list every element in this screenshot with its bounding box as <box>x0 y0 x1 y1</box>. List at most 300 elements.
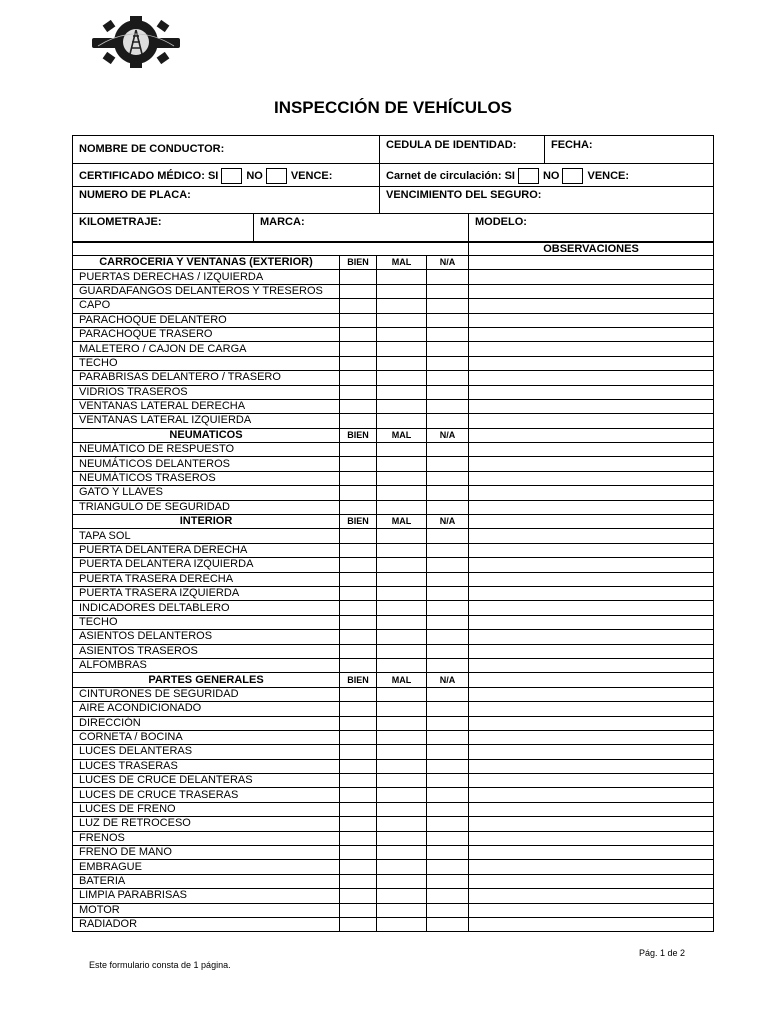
mal-cell[interactable] <box>377 558 427 572</box>
mal-cell[interactable] <box>377 486 427 500</box>
section-title: NEUMATICOS <box>73 428 340 442</box>
item-label: LUCES TRASERAS <box>73 759 340 773</box>
observations-cell[interactable] <box>469 500 714 514</box>
medical-cert-expiry-label: VENCE: <box>290 169 333 182</box>
observations-cell[interactable] <box>469 716 714 730</box>
bien-cell[interactable] <box>340 644 377 658</box>
item-label: LUCES DELANTERAS <box>73 745 340 759</box>
page-number: Pág. 1 de 2 <box>639 948 686 958</box>
item-label: DIRECCIÓN <box>73 716 340 730</box>
bien-cell[interactable] <box>340 745 377 759</box>
insurance-expiry-label: VENCIMIENTO DEL SEGURO: <box>386 189 542 201</box>
item-label: VIDRIOS TRASEROS <box>73 385 340 399</box>
observations-cell[interactable] <box>469 774 714 788</box>
inspection-table <box>72 255 714 932</box>
date-label: FECHA: <box>551 139 593 151</box>
column-na-header: N/A <box>427 428 469 442</box>
bien-cell[interactable] <box>340 889 377 903</box>
mal-cell[interactable] <box>377 831 427 845</box>
header-row-1 <box>73 136 713 164</box>
item-label: TECHO <box>73 615 340 629</box>
na-cell[interactable] <box>427 817 469 831</box>
circulation-card-label: Carnet de circulación: SI <box>386 169 515 182</box>
na-cell[interactable] <box>427 846 469 860</box>
item-label: PARACHOQUE TRASERO <box>73 327 340 341</box>
brand-field[interactable] <box>253 214 468 242</box>
item-label: ASIENTOS TRASEROS <box>73 644 340 658</box>
circulation-no-label: NO <box>542 169 560 182</box>
mal-cell[interactable] <box>377 716 427 730</box>
observations-cell[interactable] <box>469 702 714 716</box>
mal-cell[interactable] <box>377 342 427 356</box>
mal-cell[interactable] <box>377 860 427 874</box>
column-bien-header: BIEN <box>340 673 377 687</box>
na-cell[interactable] <box>427 558 469 572</box>
observations-cell[interactable] <box>469 443 714 457</box>
bien-cell[interactable] <box>340 313 377 327</box>
circulation-card-field <box>379 164 713 186</box>
mal-cell[interactable] <box>377 443 427 457</box>
na-cell[interactable] <box>427 486 469 500</box>
bien-cell[interactable] <box>340 356 377 370</box>
na-cell[interactable] <box>427 471 469 485</box>
mal-cell[interactable] <box>377 745 427 759</box>
item-label: TRIANGULO DE SEGURIDAD <box>73 500 340 514</box>
table-row <box>73 471 714 485</box>
table-row <box>73 774 714 788</box>
na-cell[interactable] <box>427 644 469 658</box>
header-row-3 <box>73 187 713 214</box>
observations-cell[interactable] <box>469 457 714 471</box>
observations-cell[interactable] <box>469 327 714 341</box>
mal-cell[interactable] <box>377 658 427 672</box>
table-row <box>73 860 714 874</box>
observations-cell[interactable] <box>469 572 714 586</box>
na-cell[interactable] <box>427 313 469 327</box>
table-row <box>73 327 714 341</box>
mal-cell[interactable] <box>377 371 427 385</box>
table-row <box>73 644 714 658</box>
mal-cell[interactable] <box>377 414 427 428</box>
table-row <box>73 414 714 428</box>
observations-cell[interactable] <box>469 601 714 615</box>
na-cell[interactable] <box>427 702 469 716</box>
mal-cell[interactable] <box>377 299 427 313</box>
bien-cell[interactable] <box>340 630 377 644</box>
na-cell[interactable] <box>427 299 469 313</box>
na-cell[interactable] <box>427 788 469 802</box>
bien-cell[interactable] <box>340 788 377 802</box>
observations-cell[interactable] <box>469 471 714 485</box>
mal-cell[interactable] <box>377 457 427 471</box>
table-row <box>73 802 714 816</box>
bien-cell[interactable] <box>340 846 377 860</box>
section-header-row <box>73 428 714 442</box>
bien-cell[interactable] <box>340 601 377 615</box>
na-cell[interactable] <box>427 399 469 413</box>
na-cell[interactable] <box>427 457 469 471</box>
mal-cell[interactable] <box>377 874 427 888</box>
observations-cell[interactable] <box>469 284 714 298</box>
na-cell[interactable] <box>427 572 469 586</box>
na-cell[interactable] <box>427 889 469 903</box>
observations-cell[interactable] <box>469 730 714 744</box>
table-row <box>73 399 714 413</box>
driver-name-label: NOMBRE DE CONDUCTOR: <box>79 143 225 155</box>
plate-field[interactable] <box>73 187 379 213</box>
na-cell[interactable] <box>427 342 469 356</box>
observations-cell[interactable] <box>469 860 714 874</box>
observations-cell[interactable] <box>469 529 714 543</box>
observations-cell[interactable] <box>469 586 714 600</box>
bien-cell[interactable] <box>340 730 377 744</box>
table-row <box>73 572 714 586</box>
item-label: EMBRAGUE <box>73 860 340 874</box>
mal-cell[interactable] <box>377 500 427 514</box>
column-bien-header: BIEN <box>340 256 377 270</box>
na-cell[interactable] <box>427 716 469 730</box>
table-row <box>73 299 714 313</box>
item-label: PARACHOQUE DELANTERO <box>73 313 340 327</box>
observations-cell[interactable] <box>469 356 714 370</box>
medical-cert-label: CERTIFICADO MÉDICO: SI <box>79 169 219 182</box>
item-label: NEUMÁTICOS DELANTEROS <box>73 457 340 471</box>
column-mal-header: MAL <box>377 515 427 529</box>
item-label: GUARDAFANGOS DELANTEROS Y TRESEROS <box>73 284 340 298</box>
bien-cell[interactable] <box>340 270 377 284</box>
mal-cell[interactable] <box>377 270 427 284</box>
observations-cell[interactable] <box>469 558 714 572</box>
item-label: CINTURONES DE SEGURIDAD <box>73 687 340 701</box>
observations-cell[interactable] <box>469 515 714 529</box>
mileage-field[interactable] <box>73 214 253 242</box>
table-row <box>73 443 714 457</box>
bien-cell[interactable] <box>340 486 377 500</box>
table-row <box>73 702 714 716</box>
bien-cell[interactable] <box>340 831 377 845</box>
medical-cert-yes-checkbox[interactable] <box>221 168 242 184</box>
column-na-header: N/A <box>427 673 469 687</box>
observations-cell[interactable] <box>469 371 714 385</box>
column-bien-header: BIEN <box>340 515 377 529</box>
observations-cell[interactable] <box>469 644 714 658</box>
circulation-yes-checkbox[interactable] <box>518 168 539 184</box>
bien-cell[interactable] <box>340 586 377 600</box>
item-label: ASIENTOS DELANTEROS <box>73 630 340 644</box>
section-title: CARROCERIA Y VENTANAS (EXTERIOR) <box>73 256 340 270</box>
table-row <box>73 874 714 888</box>
item-label: PARABRISAS DELANTERO / TRASERO <box>73 371 340 385</box>
observations-cell[interactable] <box>469 399 714 413</box>
section-header-row <box>73 673 714 687</box>
document-title: INSPECCIÓN DE VEHÍCULOS <box>273 98 513 117</box>
na-cell[interactable] <box>427 615 469 629</box>
column-bien-header: BIEN <box>340 428 377 442</box>
table-row <box>73 745 714 759</box>
table-row <box>73 371 714 385</box>
mal-cell[interactable] <box>377 889 427 903</box>
medical-cert-no-checkbox[interactable] <box>266 168 287 184</box>
form-note: Este formulario consta de 1 página. <box>89 960 231 970</box>
mal-cell[interactable] <box>377 399 427 413</box>
na-cell[interactable] <box>427 802 469 816</box>
mal-cell[interactable] <box>377 759 427 773</box>
table-row <box>73 658 714 672</box>
bien-cell[interactable] <box>340 342 377 356</box>
table-row <box>73 558 714 572</box>
item-label: PUERTA DELANTERA DERECHA <box>73 543 340 557</box>
circulation-no-checkbox[interactable] <box>562 168 583 184</box>
table-row <box>73 601 714 615</box>
mal-cell[interactable] <box>377 846 427 860</box>
na-cell[interactable] <box>427 327 469 341</box>
section-header-row <box>73 256 714 270</box>
bien-cell[interactable] <box>340 529 377 543</box>
table-row <box>73 730 714 744</box>
mal-cell[interactable] <box>377 586 427 600</box>
item-label: TAPA SOL <box>73 529 340 543</box>
bien-cell[interactable] <box>340 558 377 572</box>
model-field[interactable] <box>468 214 713 242</box>
observations-cell[interactable] <box>469 788 714 802</box>
observations-cell[interactable] <box>469 385 714 399</box>
na-cell[interactable] <box>427 730 469 744</box>
bien-cell[interactable] <box>340 687 377 701</box>
item-label: AIRE ACONDICIONADO <box>73 702 340 716</box>
model-label: MODELO: <box>475 216 527 228</box>
bien-cell[interactable] <box>340 443 377 457</box>
na-cell[interactable] <box>427 529 469 543</box>
na-cell[interactable] <box>427 759 469 773</box>
column-mal-header: MAL <box>377 428 427 442</box>
na-cell[interactable] <box>427 630 469 644</box>
medical-cert-field <box>73 164 379 186</box>
mal-cell[interactable] <box>377 572 427 586</box>
header-form <box>72 135 714 243</box>
header-row-2 <box>73 164 713 187</box>
table-row <box>73 903 714 917</box>
observations-cell[interactable] <box>469 270 714 284</box>
table-row <box>73 817 714 831</box>
mal-cell[interactable] <box>377 788 427 802</box>
observations-cell[interactable] <box>469 428 714 442</box>
na-cell[interactable] <box>427 500 469 514</box>
item-label: VENTANAS LATERAL DERECHA <box>73 399 340 413</box>
mal-cell[interactable] <box>377 385 427 399</box>
item-label: LIMPIA PARABRISAS <box>73 889 340 903</box>
bien-cell[interactable] <box>340 414 377 428</box>
item-label: PUERTA TRASERA IZQUIERDA <box>73 586 340 600</box>
item-label: TECHO <box>73 356 340 370</box>
mal-cell[interactable] <box>377 644 427 658</box>
bien-cell[interactable] <box>340 471 377 485</box>
observations-cell[interactable] <box>469 889 714 903</box>
mal-cell[interactable] <box>377 687 427 701</box>
bien-cell[interactable] <box>340 774 377 788</box>
item-label: GATO Y LLAVES <box>73 486 340 500</box>
na-cell[interactable] <box>427 356 469 370</box>
observations-cell[interactable] <box>469 759 714 773</box>
bien-cell[interactable] <box>340 817 377 831</box>
na-cell[interactable] <box>427 831 469 845</box>
table-row <box>73 457 714 471</box>
bien-cell[interactable] <box>340 299 377 313</box>
mal-cell[interactable] <box>377 284 427 298</box>
item-label: PUERTA TRASERA DERECHA <box>73 572 340 586</box>
mal-cell[interactable] <box>377 730 427 744</box>
observations-cell[interactable] <box>469 299 714 313</box>
na-cell[interactable] <box>427 774 469 788</box>
na-cell[interactable] <box>427 860 469 874</box>
observations-cell[interactable] <box>469 673 714 687</box>
item-label: LUCES DE CRUCE TRASERAS <box>73 788 340 802</box>
bien-cell[interactable] <box>340 860 377 874</box>
bien-cell[interactable] <box>340 802 377 816</box>
observations-cell[interactable] <box>469 802 714 816</box>
observations-cell[interactable] <box>469 342 714 356</box>
na-cell[interactable] <box>427 874 469 888</box>
mal-cell[interactable] <box>377 802 427 816</box>
observations-cell[interactable] <box>469 917 714 931</box>
na-cell[interactable] <box>427 601 469 615</box>
item-label: PUERTA DELANTERA IZQUIERDA <box>73 558 340 572</box>
id-card-label: CEDULA DE IDENTIDAD: <box>386 139 517 151</box>
bien-cell[interactable] <box>340 327 377 341</box>
mal-cell[interactable] <box>377 529 427 543</box>
observations-cell[interactable] <box>469 486 714 500</box>
bien-cell[interactable] <box>340 457 377 471</box>
na-cell[interactable] <box>427 543 469 557</box>
table-row <box>73 356 714 370</box>
insurance-expiry-field[interactable] <box>379 187 713 213</box>
na-cell[interactable] <box>427 385 469 399</box>
brand-label: MARCA: <box>260 216 305 228</box>
item-label: LUZ DE RETROCESO <box>73 817 340 831</box>
bien-cell[interactable] <box>340 917 377 931</box>
table-row <box>73 313 714 327</box>
bien-cell[interactable] <box>340 385 377 399</box>
item-label: RADIADOR <box>73 917 340 931</box>
na-cell[interactable] <box>427 443 469 457</box>
item-label: PUERTAS DERECHAS / IZQUIERDA <box>73 270 340 284</box>
mal-cell[interactable] <box>377 471 427 485</box>
bien-cell[interactable] <box>340 371 377 385</box>
na-cell[interactable] <box>427 903 469 917</box>
mal-cell[interactable] <box>377 356 427 370</box>
na-cell[interactable] <box>427 270 469 284</box>
observations-cell[interactable] <box>469 817 714 831</box>
medical-cert-no-label: NO <box>246 169 263 182</box>
bien-cell[interactable] <box>340 399 377 413</box>
inspection-table-body <box>73 256 714 932</box>
date-field[interactable] <box>544 136 713 163</box>
na-cell[interactable] <box>427 586 469 600</box>
table-row <box>73 846 714 860</box>
observations-cell[interactable] <box>469 874 714 888</box>
observations-cell[interactable] <box>469 745 714 759</box>
observations-cell[interactable] <box>469 687 714 701</box>
plate-label: NUMERO DE PLACA: <box>79 189 191 201</box>
observations-header-row <box>72 241 714 256</box>
table-row <box>73 788 714 802</box>
mal-cell[interactable] <box>377 313 427 327</box>
table-row <box>73 586 714 600</box>
bien-cell[interactable] <box>340 284 377 298</box>
mal-cell[interactable] <box>377 630 427 644</box>
item-label: LUCES DE FRENO <box>73 802 340 816</box>
bien-cell[interactable] <box>340 500 377 514</box>
bien-cell[interactable] <box>340 543 377 557</box>
mal-cell[interactable] <box>377 903 427 917</box>
item-label: NEUMÁTICOS TRASEROS <box>73 471 340 485</box>
item-label: ALFOMBRAS <box>73 658 340 672</box>
column-mal-header: MAL <box>377 256 427 270</box>
item-label: LUCES DE CRUCE DELANTERAS <box>73 774 340 788</box>
mal-cell[interactable] <box>377 817 427 831</box>
table-row <box>73 889 714 903</box>
bien-cell[interactable] <box>340 874 377 888</box>
na-cell[interactable] <box>427 284 469 298</box>
observations-cell[interactable] <box>469 414 714 428</box>
item-label: NEUMÁTICO DE RESPUESTO <box>73 443 340 457</box>
bien-cell[interactable] <box>340 716 377 730</box>
section-title: PARTES GENERALES <box>73 673 340 687</box>
bien-cell[interactable] <box>340 903 377 917</box>
mal-cell[interactable] <box>377 543 427 557</box>
observations-cell[interactable] <box>469 256 714 270</box>
na-cell[interactable] <box>427 687 469 701</box>
bien-cell[interactable] <box>340 759 377 773</box>
item-label: MALETERO / CAJON DE CARGA <box>73 342 340 356</box>
na-cell[interactable] <box>427 917 469 931</box>
observations-cell[interactable] <box>469 903 714 917</box>
mal-cell[interactable] <box>377 702 427 716</box>
item-label: CAPO <box>73 299 340 313</box>
driver-name-field[interactable] <box>73 136 379 163</box>
bien-cell[interactable] <box>340 572 377 586</box>
observations-cell[interactable] <box>469 615 714 629</box>
mal-cell[interactable] <box>377 615 427 629</box>
table-row <box>73 284 714 298</box>
observations-cell[interactable] <box>469 846 714 860</box>
table-row <box>73 917 714 931</box>
na-cell[interactable] <box>427 371 469 385</box>
table-row <box>73 543 714 557</box>
item-label: INDICADORES DELTABLERO <box>73 601 340 615</box>
bien-cell[interactable] <box>340 658 377 672</box>
observations-header: OBSERVACIONES <box>468 242 713 256</box>
observations-cell[interactable] <box>469 630 714 644</box>
item-label: FRENO DE MANO <box>73 846 340 860</box>
mal-cell[interactable] <box>377 917 427 931</box>
table-row <box>73 831 714 845</box>
mal-cell[interactable] <box>377 327 427 341</box>
na-cell[interactable] <box>427 658 469 672</box>
observations-cell[interactable] <box>469 313 714 327</box>
observations-cell[interactable] <box>469 658 714 672</box>
na-cell[interactable] <box>427 414 469 428</box>
bien-cell[interactable] <box>340 702 377 716</box>
mileage-label: KILOMETRAJE: <box>79 216 162 228</box>
bien-cell[interactable] <box>340 615 377 629</box>
mal-cell[interactable] <box>377 601 427 615</box>
column-na-header: N/A <box>427 515 469 529</box>
observations-cell[interactable] <box>469 543 714 557</box>
observations-cell[interactable] <box>469 831 714 845</box>
id-card-field[interactable] <box>379 136 544 163</box>
na-cell[interactable] <box>427 745 469 759</box>
mal-cell[interactable] <box>377 774 427 788</box>
